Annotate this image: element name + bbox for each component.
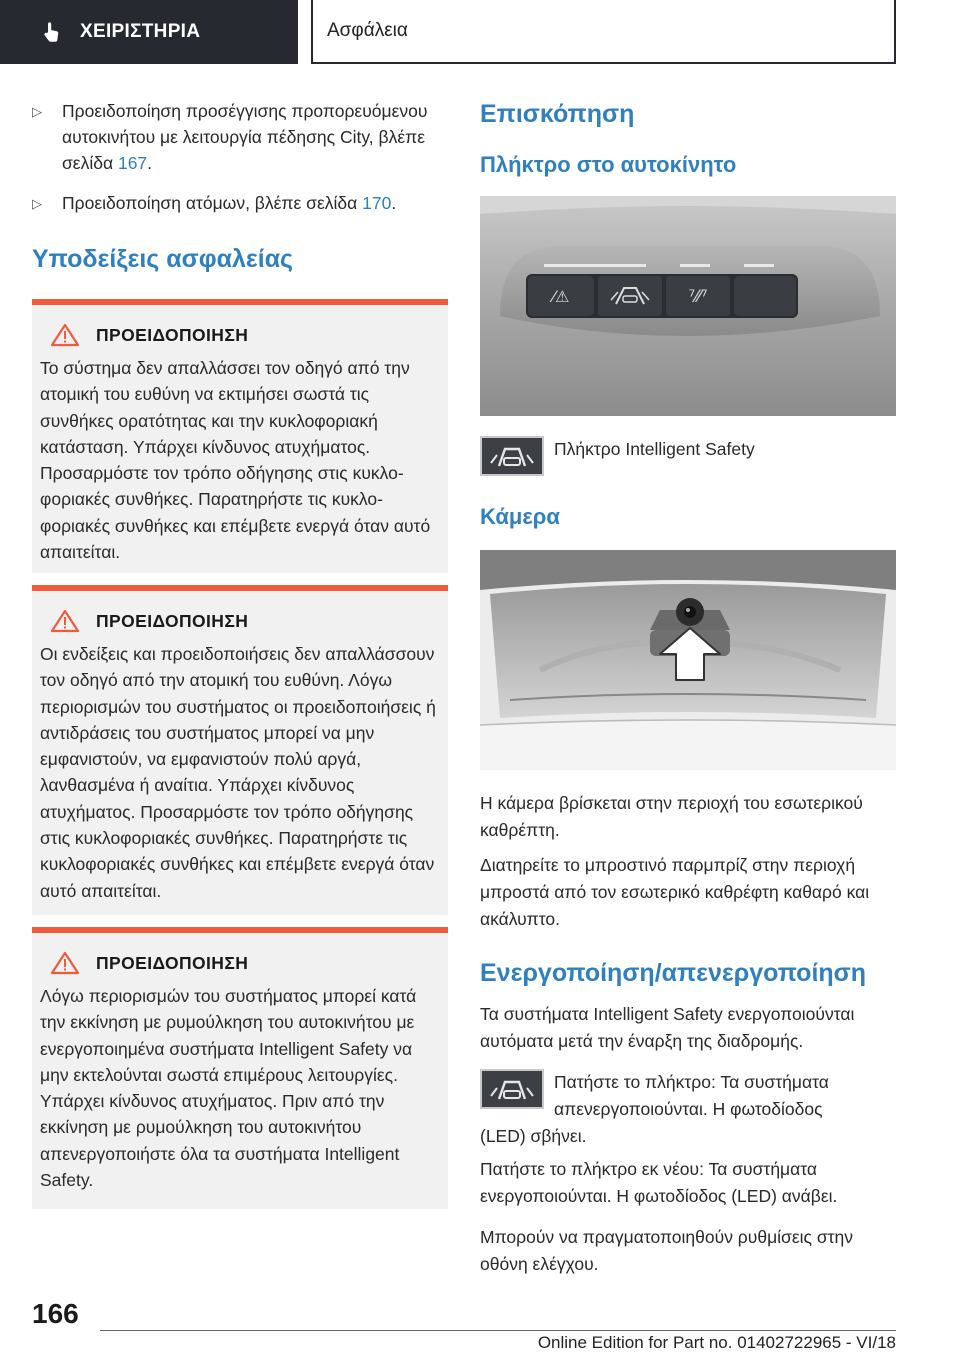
activation-text-2b: (LED) σβήνει. bbox=[480, 1126, 587, 1146]
footer-divider bbox=[100, 1330, 896, 1331]
warning-box bbox=[32, 927, 448, 1209]
triangle-bullet-icon: ▷ bbox=[32, 196, 42, 211]
activation-text-3: Πατήστε το πλήκτρο εκ νέου: Τα συστήματα ενεργοποιούνται. Η φωτοδίοδος (LED) ανάβει. bbox=[480, 1159, 838, 1206]
button-caption-row bbox=[480, 436, 896, 476]
warning-box bbox=[32, 585, 448, 915]
warning-triangle-icon bbox=[50, 609, 80, 633]
section-title: Ασφάλεια bbox=[311, 0, 896, 64]
warning-triangle-icon bbox=[50, 951, 80, 975]
warning-title: ΠΡΟΕΙΔΟΠΟΙΗΣΗ bbox=[96, 324, 249, 345]
warning-title: ΠΡΟΕΙΔΟΠΟΙΗΣΗ bbox=[96, 952, 249, 973]
chapter-tab[interactable] bbox=[0, 0, 298, 64]
svg-text:⁄⚠: ⁄⚠ bbox=[552, 287, 570, 306]
activation-text-1: Τα συστήματα Intelligent Safety ενεργοποιούνται αυτόματα μετά την έναρξη της διαδρομής. bbox=[480, 1004, 855, 1051]
list-item: ▷ Προειδοποίηση ατόμων, βλέπε σελίδα 170. bbox=[32, 190, 448, 217]
triangle-bullet-icon: ▷ bbox=[32, 104, 42, 119]
bullet-text: Προειδοποίηση προσέγγισης προπορευόμενου αυτοκινήτου με λειτουργία πέδησης City, βλέπε σελίδα bbox=[62, 101, 428, 173]
right-column bbox=[480, 98, 896, 1278]
intelligent-safety-button-icon bbox=[480, 436, 544, 476]
overview-heading: Επισκόπηση bbox=[480, 100, 635, 128]
warning-text: Οι ενδείξεις και προειδοποιήσεις δεν απαλλάσσουν τον οδηγό από την ατομική του ευθύνη. Λόγω περιορισμών του συστήματος οι προειδοποιήσεις ή αντιδράσεις του συστήματος μπορεί να μην εμφανιστούν, να εμφανιστούν πολύ αργά, λανθασμένα ή αναίτια. Υπάρχει κίνδυνος ατυχήματος. Προσαρμόστε τον τρόπο οδήγησης στις κυκλοφοριακές συνθήκες. Παρατηρήστε τις κυκλοφοριακές συνθήκες και επέμβετε ενεργά όταν αυτό απαιτείται. bbox=[40, 644, 436, 901]
edition-label: Online Edition for Part no. 01402722965 - VI/18 bbox=[537, 1333, 896, 1352]
camera-illustration bbox=[480, 550, 896, 770]
page-number: 166 bbox=[32, 1298, 79, 1329]
left-column bbox=[32, 98, 448, 1209]
list-item: ▷ Προειδοποίηση προσέγγισης προπορευόμενου αυτοκινήτου με λειτουργία πέδησης City, βλέπε σελίδα 167. bbox=[32, 98, 448, 176]
activation-text-4: Μπορούν να πραγματοποιηθούν ρυθμίσεις στην οθόνη ελέγχου. bbox=[480, 1227, 854, 1274]
page-header bbox=[0, 0, 960, 66]
warning-text: Το σύστημα δεν απαλλάσσει τον οδηγό από την ατομική του ευθύνη να εκτιμήσει σωστά τις συνθήκες ορατότητας και την κυκλοφοριακή κατάσταση. Υπάρχει κίνδυνος ατυχήματος. Προσαρμόστε τον τρόπο οδήγησης στις κυκλοφοριακές συνθήκες. Παρατηρήστε τις κυκλοφοριακές συνθήκες και επέμβετε ενεργά όταν αυτό απαιτείται. bbox=[40, 358, 431, 563]
camera-photo bbox=[480, 550, 896, 770]
camera-text-1: Η κάμερα βρίσκεται στην περιοχή του εσωτερικού καθρέπτη. bbox=[480, 793, 863, 840]
svg-text:⁷⁄⁄⁷: ⁷⁄⁄⁷ bbox=[688, 287, 708, 307]
page-link[interactable]: 170 bbox=[362, 193, 392, 213]
button-panel-photo bbox=[480, 196, 896, 416]
deactivate-row bbox=[480, 1069, 896, 1123]
camera-text-2: Διατηρείτε το μπροστινό παρμπρίζ στην περιοχή μπροστά από τον εσωτερικό καθρέφτη καθαρό και ακάλυπτο. bbox=[480, 855, 870, 929]
button-panel-illustration bbox=[480, 196, 896, 416]
intelligent-safety-button-icon bbox=[480, 1069, 544, 1109]
warning-title: ΠΡΟΕΙΔΟΠΟΙΗΣΗ bbox=[96, 610, 249, 631]
activation-heading: Ενεργοποίηση/απενεργοποίηση bbox=[480, 959, 867, 987]
camera-subheading: Κάμερα bbox=[480, 504, 560, 529]
warning-text: Λόγω περιορισμών του συστήματος μπορεί κατά την εκκίνηση με ρυμούλκηση του αυτοκινήτου με ενεργοποιημένα συστήματα Intelligent Safety να μην εκτελούνται σωστά επιμέρους λειτουργίες. Υπάρχει κίνδυνος ατυχήματος. Πριν από την εκκίνηση με ρυμούλκηση του αυτοκινήτου απενεργοποιήστε όλα τα συστήματα Intelligent Safety. bbox=[40, 986, 417, 1191]
warning-triangle-icon bbox=[50, 323, 80, 347]
hand-pointer-icon bbox=[40, 20, 64, 44]
warning-box bbox=[32, 299, 448, 573]
button-subheading: Πλήκτρο στο αυτοκίνητο bbox=[480, 152, 737, 177]
page-link[interactable]: 167 bbox=[117, 153, 148, 173]
bullet-text: Προειδοποίηση ατόμων, βλέπε σελίδα bbox=[62, 193, 363, 213]
chapter-title: ΧΕΙΡΙΣΤΗΡΙΑ bbox=[80, 21, 201, 42]
safety-notes-heading: Υποδείξεις ασφαλείας bbox=[32, 245, 294, 273]
button-caption: Πλήκτρο Intelligent Safety bbox=[554, 439, 755, 459]
activation-text-2a: Πατήστε το πλήκτρο: Τα συστήματα απενεργοποιούνται. Η φωτοδίοδος bbox=[554, 1072, 829, 1119]
